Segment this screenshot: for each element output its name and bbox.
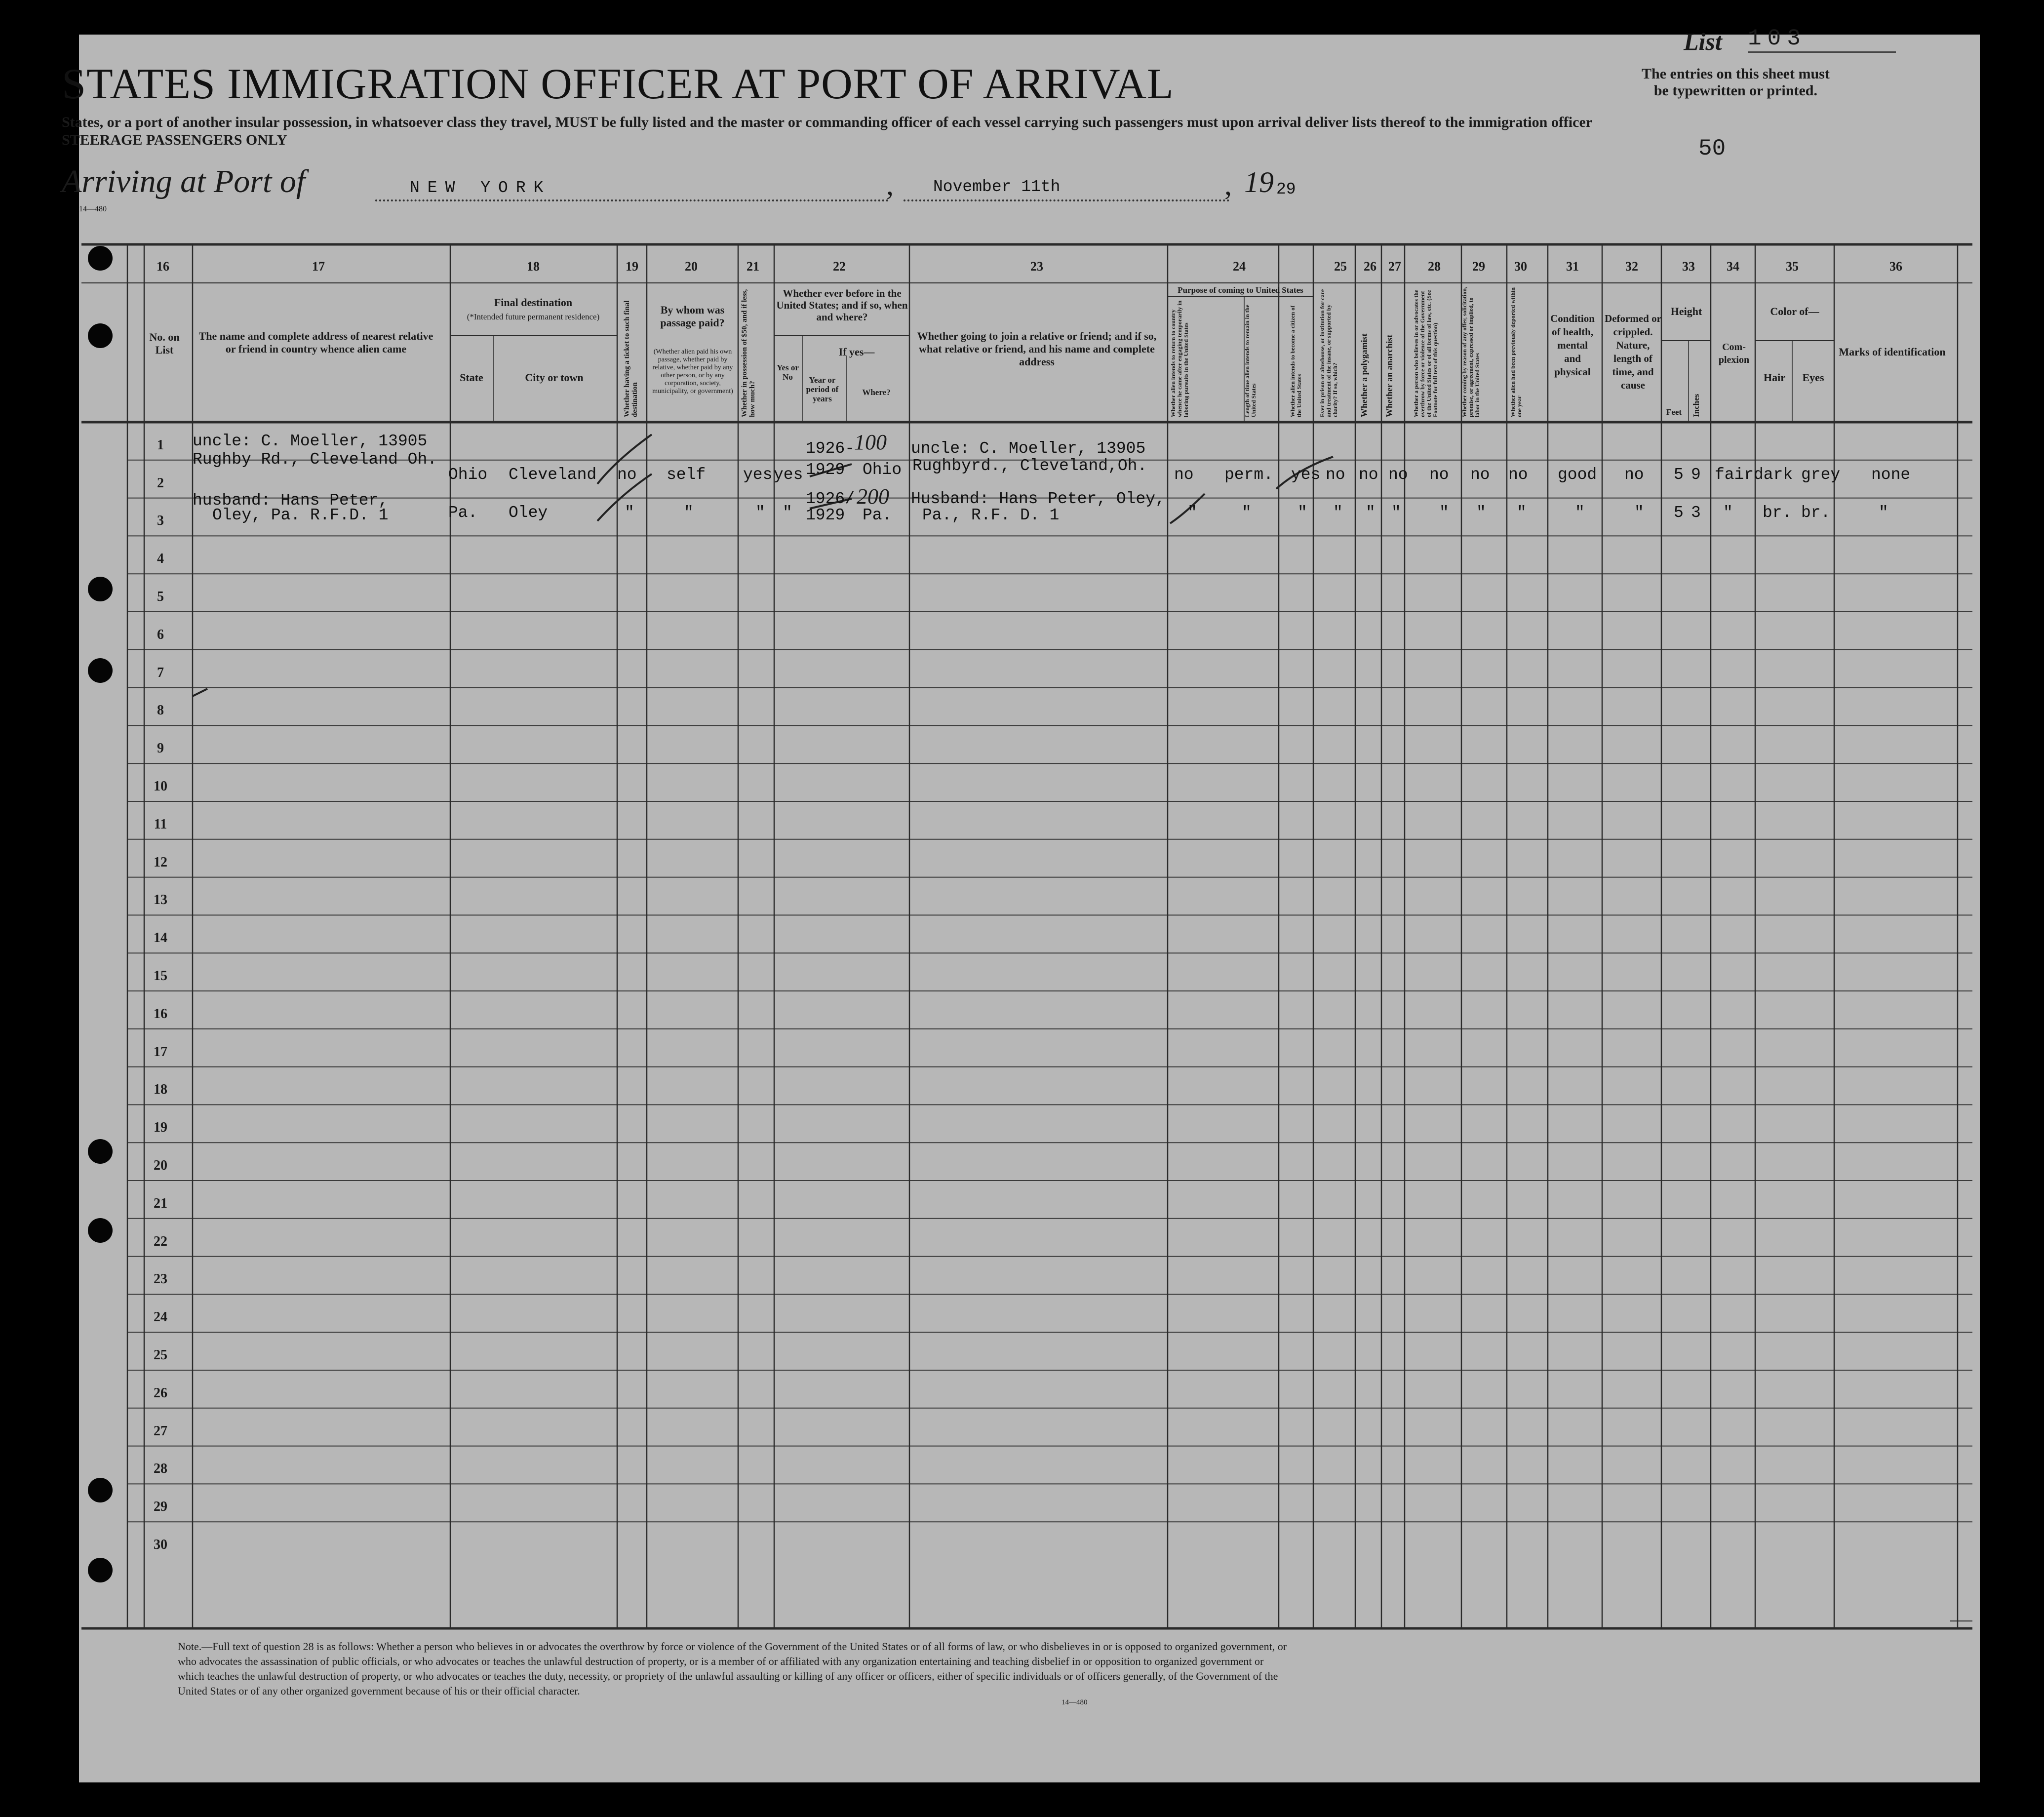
row-number: 28 (154, 1461, 167, 1477)
port-value: NEW YORK (410, 179, 551, 197)
complexion: " (1723, 504, 1733, 522)
col-number-17: 17 (312, 259, 325, 274)
deformed: no (1624, 466, 1644, 484)
col-number-18: 18 (527, 259, 540, 274)
join-line2: Pa., R.F. D. 1 (922, 506, 1060, 524)
overthrow: no (1429, 466, 1449, 484)
length-of-stay: perm. (1224, 466, 1274, 484)
polygamist: " (1366, 504, 1376, 522)
row-number: 7 (157, 665, 164, 680)
row-number: 22 (154, 1233, 167, 1249)
header-before-in-us: Whether ever before in the United States; and if so, when and where? (776, 287, 908, 323)
header-health: Condition of health, mental and physical (1550, 313, 1595, 378)
row-number: 17 (154, 1044, 167, 1060)
relative-line1: uncle: C. Moeller, 13905 (193, 432, 428, 450)
where-mark: 100 (854, 430, 887, 454)
overthrow: " (1439, 504, 1449, 522)
col-number-36: 36 (1889, 259, 1902, 274)
intends-citizen: yes (1291, 466, 1321, 484)
page-title: STATES IMMIGRATION OFFICER AT PORT OF ARRIVAL (62, 60, 1174, 108)
where-mark: 200 (857, 484, 889, 509)
row-number: 13 (154, 892, 167, 908)
col-number-19: 19 (626, 259, 638, 274)
col-number-29: 29 (1472, 259, 1485, 274)
deformed: " (1634, 504, 1644, 522)
header-feet: Feet (1666, 407, 1682, 417)
before-in-us: yes (774, 466, 803, 484)
city: Oley (509, 504, 548, 522)
header-state: State (460, 371, 483, 384)
row-number: 27 (154, 1423, 167, 1439)
ticket: no (617, 466, 637, 484)
col-number-28: 28 (1428, 259, 1441, 274)
length-of-stay: " (1242, 504, 1252, 522)
header-prison: Ever in prison or almshouse, or institution for care and treatment of the insane, or supported by charity? If so, which? (1319, 289, 1338, 417)
row-number: 19 (154, 1120, 167, 1136)
anarchist: " (1391, 504, 1401, 522)
col-number-25: 25 (1334, 259, 1347, 274)
header-yes-or-no: Yes or No (777, 363, 799, 382)
health: good (1558, 466, 1597, 484)
row-number: 3 (157, 513, 164, 529)
header-money: Whether in possession of $50, and if less, how much? (741, 289, 756, 417)
where: Pa. (863, 506, 892, 524)
form-number-bottom: 14—480 (1061, 1698, 1088, 1706)
where: Ohio (863, 461, 902, 479)
header-if-yes: If yes— (838, 346, 875, 358)
header-deported: Whether alien had been previously deported within one year (1509, 287, 1523, 417)
row-number: 11 (154, 816, 167, 832)
col-number-16: 16 (157, 259, 169, 274)
row-number: 4 (157, 551, 164, 567)
row-number: 16 (154, 1006, 167, 1022)
col-number-27: 27 (1388, 259, 1401, 274)
header-year: Year or period of years (806, 375, 839, 403)
years-line1: 1926/ (806, 490, 855, 508)
prison: " (1333, 504, 1343, 522)
header-no-on-list: No. on List (149, 331, 180, 356)
row-number: 5 (157, 589, 164, 604)
polygamist: no (1359, 466, 1378, 484)
deported: " (1517, 504, 1527, 522)
hair-color: br. (1763, 504, 1792, 522)
sheet-number: 50 (1698, 136, 1726, 161)
header-polygamist: Whether a polygamist (1359, 333, 1369, 417)
header-overthrow: Whether a person who believes in or advocates the overthrow by force or violence of the Government of the United States or of all forms of law, etc. (See Footnote for full text of this question) (1413, 289, 1439, 417)
typewritten-note: The entries on this sheet must be typewritten or printed. (1642, 66, 1830, 99)
header-ticket: Whether having a ticket to such final destination (623, 300, 639, 417)
row-number: 23 (154, 1271, 167, 1287)
footnote: Note.—Full text of question 28 is as follows: Whether a person who believes in or advocates the overthrow by force or violence of the Government of the United States or of all forms of law, or who disbelieves in or is opposed to organized government, or who advocates the assassination of public officials, or who advocates or teaches the unlawful destruction of property, or is a member of or affiliated with any organization entertaining and teaching disbelief in or opposition to organized government or which teaches the unlawful destruction of property, or who advocates or teaches the duty, necessity, or propriety of the unlawful assaulting or killing of any officer or officers, either of specific individuals or of officers generally, of the Government of the United States or of any other organized government because of his or their official character. (178, 1640, 1287, 1697)
row-number: 25 (154, 1347, 167, 1363)
row-number: 26 (154, 1385, 167, 1401)
header-purpose-return: Whether alien intends to return to country whence he came after engaging temporarily in laboring pursuits in the United States (1170, 300, 1189, 417)
relative-line2: Rughby Rd., Cleveland Oh. (193, 450, 437, 469)
col-number-31: 31 (1566, 259, 1579, 274)
header-passage-paid: By whom was passage paid? (660, 304, 725, 329)
row-number: 20 (154, 1158, 167, 1173)
header-contract-labor: Whether coming by reason of any offer, solicitation, promise, or agreement, expressed or implied, to labor in the United States (1461, 286, 1481, 417)
year-prefix: 19 (1244, 166, 1274, 198)
header-purpose-length: Length of time alien intends to remain in the United States (1244, 305, 1257, 417)
identification-marks: " (1879, 504, 1888, 522)
height-inches: 3 (1691, 504, 1701, 522)
col-number-23: 23 (1030, 259, 1043, 274)
arriving-label: Arriving at Port of (62, 163, 306, 199)
row-number: 21 (154, 1195, 167, 1211)
identification-marks: none (1871, 466, 1911, 484)
col-number-35: 35 (1786, 259, 1799, 274)
list-label: List (1684, 28, 1722, 55)
header-deformed: Deformed or crippled. Nature, length of time, and cause (1605, 313, 1661, 391)
col-number-32: 32 (1625, 259, 1638, 274)
header-city: City or town (525, 371, 584, 384)
header-nearest-relative: The name and complete address of nearest relative or friend in country whence alien came (198, 330, 433, 355)
year-suffix: 29 (1276, 180, 1296, 198)
header-eyes: Eyes (1802, 371, 1824, 384)
header-purpose: Purpose of coming to United States (1178, 285, 1303, 295)
col-number-30: 30 (1514, 259, 1527, 274)
col-number-22: 22 (833, 259, 846, 274)
state: Ohio (448, 466, 488, 484)
subheading: States, or a port of another insular possession, in whatsoever class they travel, MUST be fully listed and the master or commanding officer of each vessel carrying such passengers must upon arrival deliver lists thereof to the immigration officer STEERAGE PASSENGERS ONLY (62, 114, 1593, 148)
before-in-us: " (783, 504, 792, 522)
header-join-relative: Whether going to join a relative or friend; and if so, what relative or friend, and his name and complete address (917, 330, 1157, 368)
hair-color: dark (1754, 466, 1793, 484)
relative-line1: husband: Hans Peter, (193, 491, 389, 510)
years-line2: 1929 (806, 461, 845, 479)
passage-paid: self (667, 466, 706, 484)
intends-return: no (1174, 466, 1194, 484)
state: Pa. (448, 504, 478, 522)
header-final-destination: Final destination (494, 296, 573, 309)
row-number: 18 (154, 1082, 167, 1098)
row-number: 10 (154, 779, 167, 794)
col-number-33: 33 (1682, 259, 1695, 274)
row-number: 29 (154, 1499, 167, 1515)
complexion: fair (1715, 466, 1754, 484)
header-anarchist: Whether an anarchist (1384, 334, 1394, 417)
passage-paid: " (684, 504, 694, 522)
anarchist: no (1388, 466, 1408, 484)
row-number: 24 (154, 1309, 167, 1325)
height-inches: 9 (1691, 466, 1701, 484)
header-complexion: Com-plexion (1718, 342, 1750, 365)
contract-labor: " (1476, 504, 1486, 522)
years-line2: 1929 (806, 506, 845, 524)
deported: no (1508, 466, 1528, 484)
header-color-of: Color of— (1770, 305, 1819, 317)
relative-line2: Oley, Pa. R.F.D. 1 (212, 506, 389, 524)
row-number: 15 (154, 968, 167, 984)
row-number: 30 (154, 1537, 167, 1552)
city: Cleveland (509, 466, 597, 484)
col-number-20: 20 (685, 259, 698, 274)
col-number-24: 24 (1233, 259, 1246, 274)
col-number-26: 26 (1364, 259, 1376, 274)
row-number: 12 (154, 854, 167, 870)
height-feet: 5 (1674, 504, 1684, 522)
list-number: 103 (1748, 26, 1896, 53)
row-number: 6 (157, 627, 164, 642)
row-number: 8 (157, 703, 164, 718)
col-number-21: 21 (747, 259, 759, 274)
eye-color: grey (1801, 466, 1841, 484)
header-purpose-citizen: Whether alien intends to become a citizen of the United States (1289, 305, 1302, 417)
join-line1: Husband: Hans Peter, Oley, (911, 490, 1165, 508)
row-number: 2 (157, 475, 164, 491)
date-value: November 11th (933, 178, 1061, 196)
money: " (755, 504, 765, 522)
header-hair: Hair (1764, 371, 1785, 384)
join-line2: Rughbyrd., Cleveland,Oh. (912, 457, 1147, 475)
header-marks: Marks of identification (1839, 346, 1946, 358)
contract-labor: no (1470, 466, 1490, 484)
form-number-top: 14—480 (79, 205, 107, 213)
years-line1: 1926- (806, 439, 855, 458)
health: " (1575, 504, 1585, 522)
header-passage-paid-note: (Whether alien paid his own passage, whether paid by relative, whether paid by any other person, or by any corporation, society, municipality, or government) (652, 348, 733, 395)
row-number: 9 (157, 741, 164, 756)
header-final-destination-note: (*Intended future permanent residence) (467, 312, 600, 321)
intends-return: " (1187, 504, 1197, 522)
header-inches: Inches (1691, 394, 1701, 417)
prison: no (1326, 466, 1345, 484)
row-number: 14 (154, 930, 167, 946)
money: yes (743, 466, 773, 484)
header-where: Where? (862, 388, 891, 397)
join-line1: uncle: C. Moeller, 13905 (911, 439, 1146, 458)
row-number: 1 (157, 437, 164, 453)
header-height: Height (1670, 305, 1702, 317)
col-number-34: 34 (1727, 259, 1739, 274)
height-feet: 5 (1674, 466, 1684, 484)
intends-citizen: " (1297, 504, 1307, 522)
eye-color: br. (1801, 504, 1831, 522)
ticket: " (625, 504, 634, 522)
